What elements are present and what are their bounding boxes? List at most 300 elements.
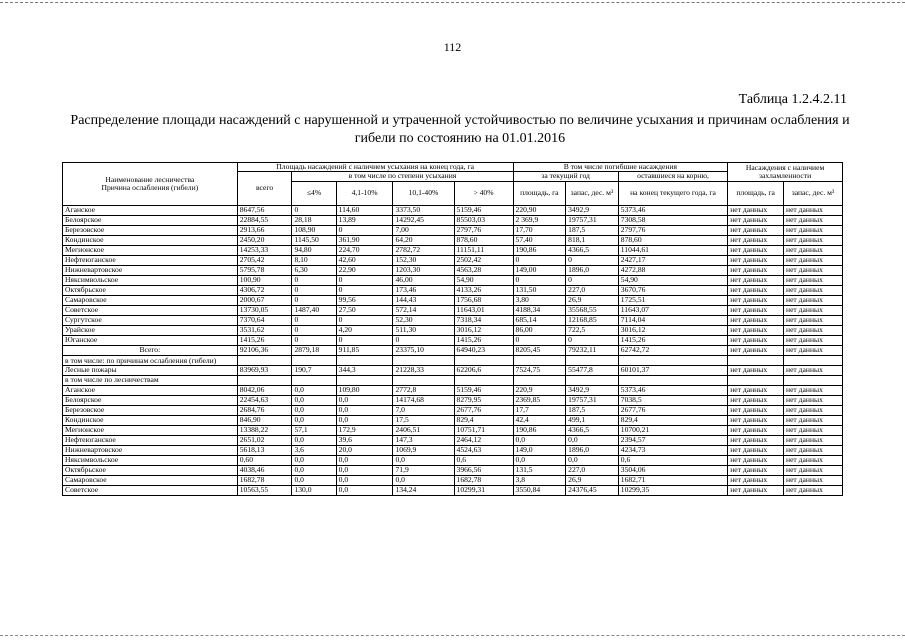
cell: 0,60 [237, 455, 292, 465]
table-row [63, 245, 843, 255]
cell: нет данных [784, 295, 843, 305]
cell: 10299,31 [454, 485, 513, 495]
cell: 57,1 [292, 425, 336, 435]
cell: 3373,50 [393, 205, 454, 215]
cell: 1415,26 [454, 335, 513, 345]
cell: 0,0 [336, 465, 393, 475]
cell: 19757,31 [566, 395, 619, 405]
by-forestry-header-row [63, 375, 843, 385]
header-degree-3: 10,1-40% [393, 181, 454, 205]
cell: 92106,36 [237, 345, 292, 355]
row-name: Няксимвольское [63, 275, 238, 285]
cell: 7308,58 [618, 215, 727, 225]
cell: 24376,45 [566, 485, 619, 495]
cell: нет данных [728, 245, 784, 255]
cell: 8,10 [292, 255, 336, 265]
cell: 4524,63 [454, 445, 513, 455]
cell: 2651,02 [237, 435, 292, 445]
total-row [63, 345, 843, 355]
cell: нет данных [784, 245, 843, 255]
cell: 0 [336, 315, 393, 325]
cell: 52,30 [393, 315, 454, 325]
cell: 22884,55 [237, 215, 292, 225]
table-row [63, 475, 843, 485]
cell: 1682,71 [618, 475, 727, 485]
cell: 6,30 [292, 265, 336, 275]
cell: 13,89 [336, 215, 393, 225]
cell: нет данных [728, 315, 784, 325]
cell: 22,90 [336, 265, 393, 275]
cell: 12168,85 [566, 315, 619, 325]
cell: 220,9 [513, 385, 566, 395]
cell: нет данных [784, 255, 843, 265]
cell: нет данных [784, 275, 843, 285]
cell: 4366,5 [566, 425, 619, 435]
header-clutter-group: Насаждения с наличием захламленности [728, 163, 843, 182]
cell: 4038,46 [237, 465, 292, 475]
cell: 13730,05 [237, 305, 292, 315]
row-name: Лесные пожары [63, 365, 238, 375]
cell: 11643,07 [618, 305, 727, 315]
forestry-rows [63, 205, 843, 345]
cell: нет данных [728, 295, 784, 305]
cell: 1682,78 [454, 475, 513, 485]
table-row [63, 305, 843, 315]
header-current-year: за текущий год [513, 172, 618, 181]
cell: 11151,11 [454, 245, 513, 255]
cell: 21228,33 [393, 365, 454, 375]
cell: 0,0 [292, 415, 336, 425]
cell: 2879,18 [292, 345, 336, 355]
header-by-degree: в том числе по степени усыхания [292, 172, 513, 181]
cell: 10700,21 [618, 425, 727, 435]
cell: нет данных [728, 215, 784, 225]
cell: 3,6 [292, 445, 336, 455]
cell: 2406,51 [393, 425, 454, 435]
cell: нет данных [728, 405, 784, 415]
cell: 878,60 [618, 235, 727, 245]
cell: 2000,67 [237, 295, 292, 305]
row-name: Урайское [63, 325, 238, 335]
cell: 7,00 [393, 225, 454, 235]
cell: 8205,45 [513, 345, 566, 355]
cell: 57,40 [513, 235, 566, 245]
cell: 0 [292, 275, 336, 285]
cell: 147,3 [393, 435, 454, 445]
cell: 19757,31 [566, 215, 619, 225]
cell: 187,5 [566, 225, 619, 235]
cell: 3492,9 [566, 205, 619, 215]
cell: 1415,26 [618, 335, 727, 345]
cell: 42,60 [336, 255, 393, 265]
cell: 99,56 [336, 295, 393, 305]
cell: 23375,10 [393, 345, 454, 355]
table-row [63, 225, 843, 235]
cell: 5795,78 [237, 265, 292, 275]
row-name: Нефтеюганское [63, 435, 238, 445]
cell: 5159,46 [454, 205, 513, 215]
page-number: 112 [443, 40, 462, 54]
cell: 5373,46 [618, 205, 727, 215]
row-name: Березовское [63, 405, 238, 415]
row-name: Няксимвольское [63, 455, 238, 465]
cell: 3016,12 [454, 325, 513, 335]
cell: 0,0 [292, 405, 336, 415]
cell: 685,14 [513, 315, 566, 325]
cell: 62742,72 [618, 345, 727, 355]
header-dead-group: В том числе погибшие насаждения [513, 163, 728, 172]
cell: 2772,8 [393, 385, 454, 395]
cell: 4133,26 [454, 285, 513, 295]
cell: нет данных [784, 445, 843, 455]
cell: 0,0 [292, 465, 336, 475]
cell: 0,0 [393, 455, 454, 465]
cell: нет данных [784, 335, 843, 345]
cell: 79232,11 [566, 345, 619, 355]
header-clutter-stock: запас, дес. м³ [784, 181, 843, 205]
cell: нет данных [728, 415, 784, 425]
cell: нет данных [728, 385, 784, 395]
row-name: Октябрьское [63, 285, 238, 295]
cell: 0,6 [618, 455, 727, 465]
fire-forestry-rows [63, 385, 843, 495]
cell: нет данных [784, 465, 843, 475]
cell: 0 [513, 335, 566, 345]
cell: 114,60 [336, 205, 393, 215]
cell: 187,5 [566, 405, 619, 415]
cell: нет данных [784, 235, 843, 245]
cell: 27,50 [336, 305, 393, 315]
cell: нет данных [784, 455, 843, 465]
cell: 0 [292, 205, 336, 215]
cell: 3966,56 [454, 465, 513, 475]
cell: нет данных [728, 475, 784, 485]
table-row [63, 335, 843, 345]
cell: 26,9 [566, 295, 619, 305]
cell: 10563,55 [237, 485, 292, 495]
cell: 878,60 [454, 235, 513, 245]
cell: 2394,57 [618, 435, 727, 445]
cell: 0,0 [336, 455, 393, 465]
cell: 173,46 [393, 285, 454, 295]
cell: 2677,76 [618, 405, 727, 415]
cell: нет данных [784, 485, 843, 495]
cell: нет данных [784, 345, 843, 355]
cell: 911,85 [336, 345, 393, 355]
cell: 108,90 [292, 225, 336, 235]
cell: 10299,35 [618, 485, 727, 495]
cell: 131,50 [513, 285, 566, 295]
table-id: Таблица 1.2.4.2.11 [738, 92, 847, 107]
cell: нет данных [728, 455, 784, 465]
cell: нет данных [784, 285, 843, 295]
scan-top-edge [0, 2, 905, 3]
cell: 0 [566, 335, 619, 345]
report-table [62, 162, 843, 496]
cell: 85503,03 [454, 215, 513, 225]
cell: 83969,93 [237, 365, 292, 375]
cell: 0,6 [454, 455, 513, 465]
cell: 54,90 [454, 275, 513, 285]
cell: нет данных [728, 205, 784, 215]
table-title: Распределение площади насаждений с нарушенной и утраченной устойчивостью по величине усыхания и причинам ослабления и гибели по состоянию на 01.01.2016 [70, 113, 850, 146]
cell: 1756,68 [454, 295, 513, 305]
cell: нет данных [728, 345, 784, 355]
cell: 846,90 [237, 415, 292, 425]
row-name: Белоярское [63, 395, 238, 405]
cell: 26,9 [566, 475, 619, 485]
cell: 5618,13 [237, 445, 292, 455]
cell: 54,90 [618, 275, 727, 285]
row-name: Кондинское [63, 235, 238, 245]
cell: 572,14 [393, 305, 454, 315]
cell: нет данных [728, 325, 784, 335]
fire-row [63, 365, 843, 375]
cell: 0,0 [292, 385, 336, 395]
cell: 64,20 [393, 235, 454, 245]
table-row [63, 325, 843, 335]
cell: 2782,72 [393, 245, 454, 255]
cell: нет данных [784, 225, 843, 235]
cell: 28,18 [292, 215, 336, 225]
cell: 11643,01 [454, 305, 513, 315]
header-degree-1: ≤4% [292, 181, 336, 205]
cell: 2502,42 [454, 255, 513, 265]
cell: 0 [292, 335, 336, 345]
cell: нет данных [728, 275, 784, 285]
cell: нет данных [784, 315, 843, 325]
cell: 4306,72 [237, 285, 292, 295]
total-section [63, 345, 843, 385]
cell: 0 [336, 225, 393, 235]
cell: 149,00 [513, 265, 566, 275]
cell: 22454,63 [237, 395, 292, 405]
row-name: Сургутское [63, 315, 238, 325]
cell: нет данных [784, 425, 843, 435]
cell: 13388,22 [237, 425, 292, 435]
header-degree-4: > 40% [454, 181, 513, 205]
cell: 2797,76 [618, 225, 727, 235]
cell: 1415,26 [237, 335, 292, 345]
cell: 4,20 [336, 325, 393, 335]
cell: 5373,46 [618, 385, 727, 395]
cell: 0 [292, 325, 336, 335]
header-dead-stock: запас, дес. м³ [566, 181, 619, 205]
cell: 7,0 [393, 405, 454, 415]
cell: нет данных [784, 325, 843, 335]
cell: нет данных [728, 305, 784, 315]
cell: 0 [336, 285, 393, 295]
cell: 2 369,9 [513, 215, 566, 225]
cell: 227,0 [566, 285, 619, 295]
cell: 829,4 [618, 415, 727, 425]
cell: 829,4 [454, 415, 513, 425]
cell: 3,80 [513, 295, 566, 305]
cell: 0 [393, 335, 454, 345]
cell: 2797,76 [454, 225, 513, 235]
header-name [63, 163, 238, 206]
cell: 149,0 [513, 445, 566, 455]
cell: 4234,73 [618, 445, 727, 455]
table-row [63, 445, 843, 455]
cell: нет данных [728, 365, 784, 375]
cell: 39,6 [336, 435, 393, 445]
cell: 1487,40 [292, 305, 336, 315]
row-name: Аганское [63, 205, 238, 215]
cell: 224,70 [336, 245, 393, 255]
cell: 109,80 [336, 385, 393, 395]
cause-header-row [63, 355, 843, 365]
cell: 0,0 [393, 475, 454, 485]
cell: нет данных [784, 305, 843, 315]
by-forestry-header: в том числе по лесничествам [63, 375, 238, 385]
cell: 64940,23 [454, 345, 513, 355]
table-row [63, 425, 843, 435]
row-name: Кондинское [63, 415, 238, 425]
scan-bottom-edge [0, 635, 905, 636]
cell: 2464,12 [454, 435, 513, 445]
cell: 94,80 [292, 245, 336, 255]
cell: 511,30 [393, 325, 454, 335]
cell: 7114,04 [618, 315, 727, 325]
row-name: Аганское [63, 385, 238, 395]
cell: 1682,78 [237, 475, 292, 485]
cell: 0 [566, 275, 619, 285]
row-name: Октябрьское [63, 465, 238, 475]
cell: 0 [292, 295, 336, 305]
cell: нет данных [784, 475, 843, 485]
cell: нет данных [728, 265, 784, 275]
cell: 7318,34 [454, 315, 513, 325]
cell: 3492,9 [566, 385, 619, 395]
cell: 1069,9 [393, 445, 454, 455]
cell: 1145,50 [292, 235, 336, 245]
cell: нет данных [784, 385, 843, 395]
cell: нет данных [784, 415, 843, 425]
cell: 2677,76 [454, 405, 513, 415]
cell: 0,0 [336, 405, 393, 415]
header-remaining: оставшиеся на корню, [618, 172, 727, 181]
header-dead-area: площадь, га [513, 181, 566, 205]
cell: нет данных [728, 445, 784, 455]
cell: 1896,0 [566, 445, 619, 455]
row-name: Белоярское [63, 215, 238, 225]
cell: 227,0 [566, 465, 619, 475]
cell: 134,24 [393, 485, 454, 495]
row-name: Нижневартовское [63, 265, 238, 275]
cell: нет данных [728, 285, 784, 295]
cell: 11044,61 [618, 245, 727, 255]
cell: 42,4 [513, 415, 566, 425]
cell: 0,0 [336, 395, 393, 405]
table-row [63, 255, 843, 265]
table-row [63, 265, 843, 275]
row-name: Советское [63, 485, 238, 495]
cell: 0 [292, 315, 336, 325]
table-row [63, 485, 843, 495]
cell: 5159,46 [454, 385, 513, 395]
cell: 0,0 [513, 455, 566, 465]
row-name: Самаровское [63, 295, 238, 305]
cell: 0 [513, 275, 566, 285]
cell: 130,0 [292, 485, 336, 495]
cell: 1896,0 [566, 265, 619, 275]
cell: 3016,12 [618, 325, 727, 335]
cell: 152,30 [393, 255, 454, 265]
cell: 35568,55 [566, 305, 619, 315]
cell: 0,0 [292, 395, 336, 405]
cell: 0,0 [566, 455, 619, 465]
cell: 14292,45 [393, 215, 454, 225]
table-row [63, 455, 843, 465]
cell: 220,90 [513, 205, 566, 215]
row-name: Самаровское [63, 475, 238, 485]
cell: 71,9 [393, 465, 454, 475]
cell: 86,00 [513, 325, 566, 335]
table-row [63, 215, 843, 225]
header-name-line2: Причина ослабления (гибели) [101, 182, 199, 192]
header-name-line1: Наименование лесничества [105, 174, 195, 184]
cell: нет данных [728, 425, 784, 435]
cell: нет данных [784, 215, 843, 225]
cell: 172,9 [336, 425, 393, 435]
row-name: Нефтеюганское [63, 255, 238, 265]
cell: 3670,76 [618, 285, 727, 295]
cell: 2684,76 [237, 405, 292, 415]
cell: 7524,75 [513, 365, 566, 375]
cell: 2427,17 [618, 255, 727, 265]
row-name: Березовское [63, 225, 238, 235]
cell: нет данных [784, 395, 843, 405]
table-row [63, 275, 843, 285]
cell: 2705,42 [237, 255, 292, 265]
table-row [63, 465, 843, 475]
cell: 46,00 [393, 275, 454, 285]
table-row [63, 205, 843, 215]
cell: 100,90 [237, 275, 292, 285]
cell: 0,0 [336, 475, 393, 485]
cell: 4563,28 [454, 265, 513, 275]
cell: 0,0 [292, 475, 336, 485]
cell: 190,86 [513, 425, 566, 435]
cell: нет данных [728, 485, 784, 495]
cell: 0 [336, 335, 393, 345]
cell: нет данных [728, 395, 784, 405]
cell: 3531,62 [237, 325, 292, 335]
table-row [63, 435, 843, 445]
cell: 60101,37 [618, 365, 727, 375]
cell: 0,0 [336, 415, 393, 425]
cell: 722,5 [566, 325, 619, 335]
cell: 20,0 [336, 445, 393, 455]
table-row [63, 405, 843, 415]
header-remaining-sub: на конец текущего года, га [618, 181, 727, 205]
cell: 7038,5 [618, 395, 727, 405]
row-name: Нижневартовское [63, 445, 238, 455]
cell: 8279,95 [454, 395, 513, 405]
header-degree-2: 4,1-10% [336, 181, 393, 205]
cell: 344,3 [336, 365, 393, 375]
cell: 0,0 [336, 485, 393, 495]
cell: 1203,30 [393, 265, 454, 275]
header-area-group: Площадь насаждений с наличием усыхания на конец года, га [237, 163, 513, 172]
cell: нет данных [784, 365, 843, 375]
cell: нет данных [728, 435, 784, 445]
cell: нет данных [784, 405, 843, 415]
cell: нет данных [728, 255, 784, 265]
cell: 0,0 [566, 435, 619, 445]
cell: 0,0 [292, 435, 336, 445]
